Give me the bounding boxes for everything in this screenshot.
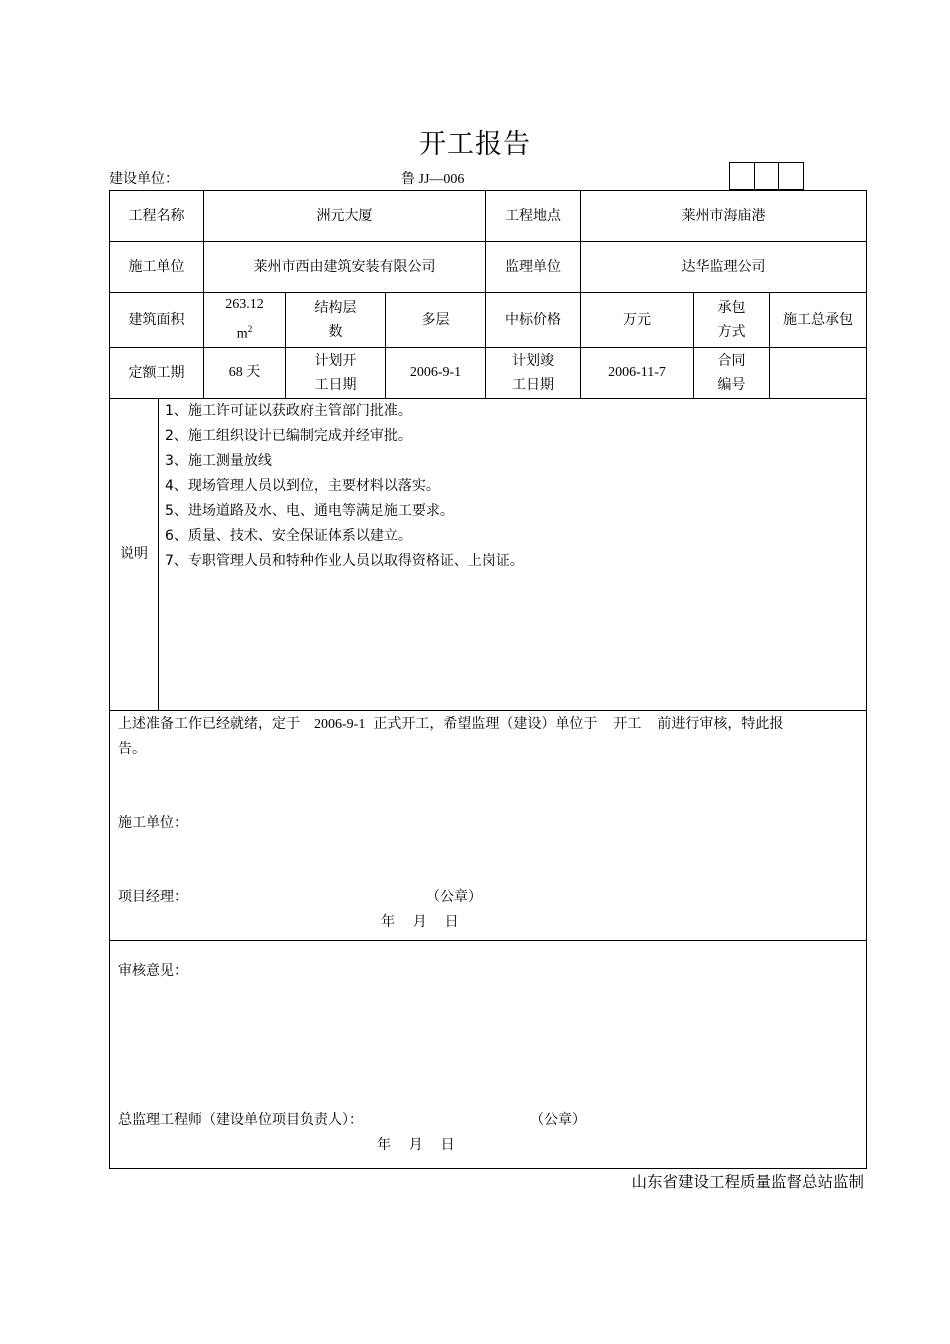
planned-finish-label: 计划竣 工日期 xyxy=(486,347,581,398)
contract-no-label: 合同 编号 xyxy=(694,347,770,398)
contract-mode-value: 施工总承包 xyxy=(770,293,867,348)
note-item: 3、施工测量放线 xyxy=(165,452,272,469)
contractor-sign-label: 施工单位： xyxy=(118,814,188,831)
structure-value: 多层 xyxy=(386,293,486,348)
code-box-2[interactable] xyxy=(753,162,779,190)
note-item: 7、专职管理人员和特种作业人员以取得资格证、上岗证。 xyxy=(165,552,524,569)
planned-finish-value: 2006-11-7 xyxy=(581,347,694,398)
quota-period-label: 定额工期 xyxy=(110,347,204,398)
builder-label: 建设单位： xyxy=(109,171,179,187)
manager-sign-label: 项目经理： xyxy=(118,888,188,905)
note-item: 1、施工许可证以获政府主管部门批准。 xyxy=(165,402,412,419)
bid-price-value: 万元 xyxy=(581,293,694,348)
contract-mode-label: 承包 方式 xyxy=(694,293,770,348)
project-name-label: 工程名称 xyxy=(110,191,204,242)
code-box-1[interactable] xyxy=(729,162,755,190)
quota-period-value: 68 天 xyxy=(204,347,286,398)
supervisor-label: 监理单位 xyxy=(486,242,581,293)
notes-label: 说明 xyxy=(110,398,159,710)
bid-price-label: 中标价格 xyxy=(486,293,581,348)
area-value: 263.12 xyxy=(225,297,264,312)
notes-list xyxy=(159,398,867,710)
chief-engineer-label: 总监理工程师（建设单位项目负责人）： xyxy=(118,1111,363,1128)
form-code: 鲁 JJ—006 xyxy=(401,172,465,187)
declaration-seal: （公章） xyxy=(426,888,482,905)
supervisor-value: 达华监理公司 xyxy=(581,242,867,293)
planned-start-label: 计划开 工日期 xyxy=(286,347,386,398)
area-label: 建筑面积 xyxy=(110,293,204,348)
footer-text: 山东省建设工程质量监督总站监制 xyxy=(631,1173,864,1191)
contract-no-value xyxy=(770,347,867,398)
contractor-label: 施工单位 xyxy=(110,242,204,293)
contractor-value: 莱州市西由建筑安装有限公司 xyxy=(204,242,486,293)
structure-label: 结构层 数 xyxy=(286,293,386,348)
page-title: 开工报告 xyxy=(419,129,531,160)
declaration-date: 年 月 日 xyxy=(381,913,459,930)
project-location-label: 工程地点 xyxy=(486,191,581,242)
code-box-3[interactable] xyxy=(778,162,804,190)
declaration-line: 上述准备工作已经就绪，定于 2006-9-1 正式开工，希望监理（建设）单位于 开工 前进行审核，特此报 xyxy=(118,715,784,732)
declaration-line-2: 告。 xyxy=(118,740,146,757)
area-cell xyxy=(204,293,286,348)
review-section xyxy=(110,940,867,1168)
review-label: 审核意见： xyxy=(118,962,188,979)
note-item: 5、进场道路及水、电、通电等满足施工要求。 xyxy=(165,502,454,519)
project-name-value: 洲元大厦 xyxy=(204,191,486,242)
area-unit: $m^2$ xyxy=(236,324,253,342)
review-seal: （公章） xyxy=(530,1111,586,1128)
planned-start-value: 2006-9-1 xyxy=(386,347,486,398)
note-item: 2、施工组织设计已编制完成并经审批。 xyxy=(165,427,412,444)
declaration-section xyxy=(110,710,867,940)
report-table xyxy=(109,190,867,1169)
project-location-value: 莱州市海庙港 xyxy=(581,191,867,242)
review-date: 年 月 日 xyxy=(377,1136,455,1153)
note-item: 4、现场管理人员以到位，主要材料以落实。 xyxy=(165,477,440,494)
note-item: 6、质量、技术、安全保证体系以建立。 xyxy=(165,527,412,544)
